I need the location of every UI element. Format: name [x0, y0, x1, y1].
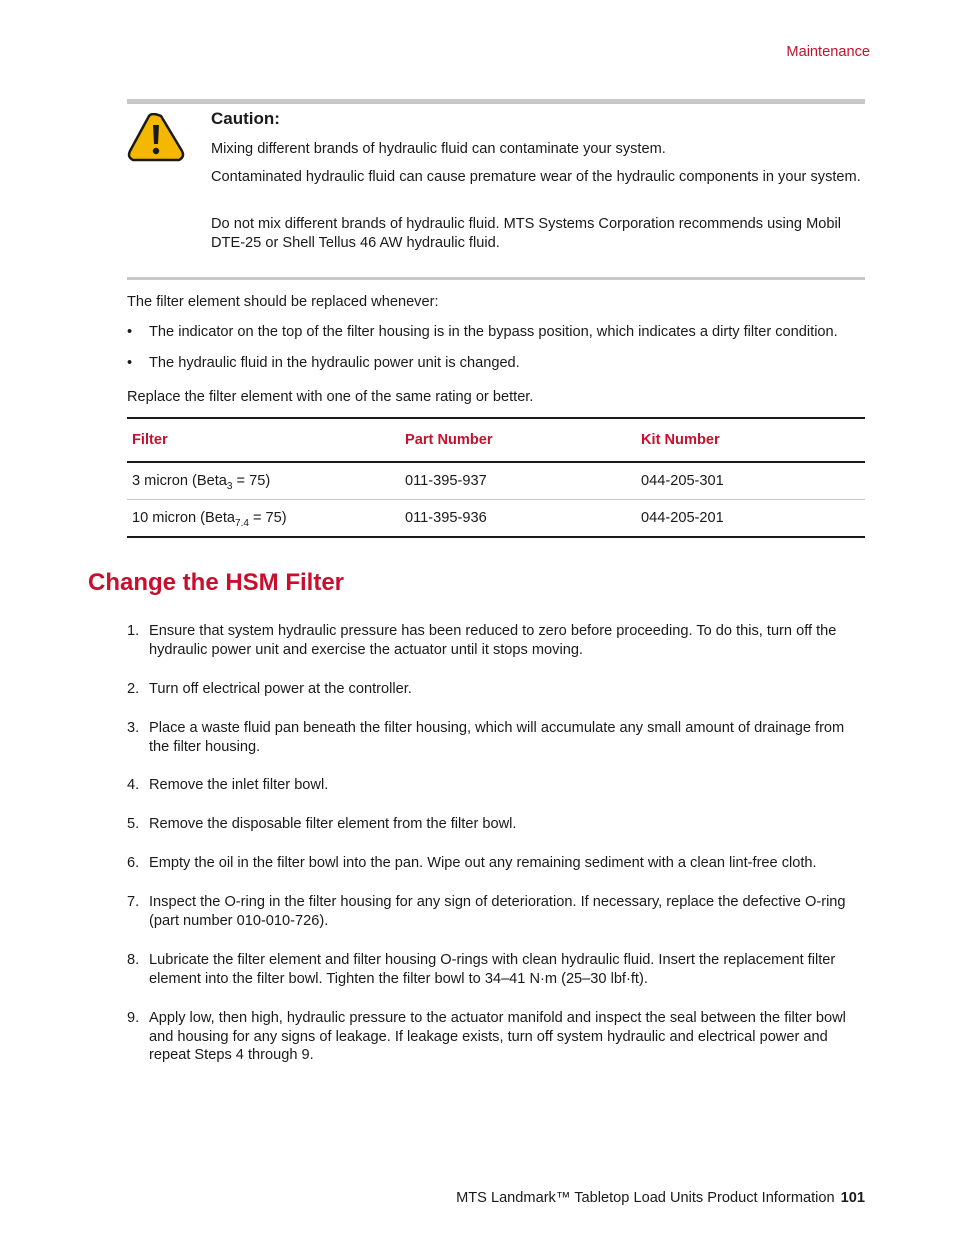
- step-number: 4.: [127, 777, 140, 793]
- replace-note: Replace the filter element with one of the same rating or better.: [127, 389, 534, 405]
- header-section-title: Maintenance: [786, 44, 870, 60]
- footer-document-title: MTS Landmark™ Tabletop Load Units Product Information: [456, 1190, 835, 1206]
- table-header-row: [127, 418, 865, 462]
- part-number-cell: 011-395-937: [400, 462, 636, 500]
- step-number: 6.: [127, 855, 140, 871]
- step-number: 5.: [127, 816, 140, 832]
- step-text: Remove the inlet filter bowl.: [149, 777, 329, 793]
- bullet-text: The indicator on the top of the filter housing is in the bypass position, which indicates a dirty filter condition.: [149, 324, 838, 340]
- step-number: 1.: [127, 623, 140, 639]
- section-heading: Change the HSM Filter: [88, 569, 345, 596]
- bullet-marker: •: [127, 355, 133, 371]
- caution-paragraph: Mixing different brands of hydraulic fluid can contaminate your system.: [211, 141, 666, 157]
- caution-paragraph: Contaminated hydraulic fluid can cause premature wear of the hydraulic components in your system.: [211, 169, 861, 185]
- step-text: Turn off electrical power at the controller.: [149, 681, 412, 697]
- step-text: Inspect the O-ring in the filter housing for any sign of deterioration. If necessary, replace the defective O-ring (part number 010-010-726).: [149, 894, 846, 929]
- table-row: [127, 462, 865, 500]
- column-header-kit-number: Kit Number: [636, 418, 865, 462]
- page-number: 101: [840, 1190, 865, 1206]
- page-footer: [456, 1189, 865, 1208]
- caution-top-rule: [127, 99, 865, 104]
- step-number: 8.: [127, 952, 140, 968]
- step-number: 3.: [127, 720, 140, 736]
- kit-number-cell: 044-205-301: [636, 462, 865, 500]
- bullet-text: The hydraulic fluid in the hydraulic power unit is changed.: [149, 355, 520, 371]
- step-number: 7.: [127, 894, 140, 910]
- part-number-cell: 011-395-936: [400, 500, 636, 538]
- caution-paragraph: Do not mix different brands of hydraulic fluid. MTS Systems Corporation recommends using Mobil DTE-25 or Shell Tellus 46 AW hydraulic fluid.: [211, 216, 841, 251]
- step-number: 9.: [127, 1010, 140, 1026]
- step-text: Remove the disposable filter element from the filter bowl.: [149, 816, 517, 832]
- table-row: [127, 500, 865, 538]
- column-header-filter: Filter: [127, 418, 400, 462]
- step-text: Place a waste fluid pan beneath the filter housing, which will accumulate any small amount of drainage from the filter housing.: [149, 720, 845, 755]
- intro-text: The filter element should be replaced whenever:: [127, 294, 439, 310]
- caution-title: Caution:: [211, 109, 280, 128]
- bullet-marker: •: [127, 324, 133, 340]
- caution-bottom-rule: [127, 277, 865, 280]
- step-text: Ensure that system hydraulic pressure has been reduced to zero before proceeding. To do this, turn off the hydraulic power unit and exercise the actuator until it stops moving.: [149, 623, 837, 658]
- filter-table: [127, 417, 865, 538]
- filter-cell: 3 micron (Beta$_3$ = 75): [127, 462, 400, 500]
- step-text: Lubricate the filter element and filter housing O-rings with clean hydraulic fluid. Insert the replacement filter element into the filter bowl. Tighten the filter bowl to 34–41 N·m (25–30 lbf·ft).: [149, 952, 836, 987]
- filter-cell: 10 micron (Beta$_{7.4}$ = 75): [127, 500, 400, 538]
- kit-number-cell: 044-205-201: [636, 500, 865, 538]
- step-number: 2.: [127, 681, 140, 697]
- step-text: Apply low, then high, hydraulic pressure to the actuator manifold and inspect the seal between the filter bowl and housing for any signs of leakage. If leakage exists, turn off system hydraulic and electrical power and repeat Steps 4 through 9.: [149, 1010, 846, 1064]
- step-text: Empty the oil in the filter bowl into the pan. Wipe out any remaining sediment with a clean lint-free cloth.: [149, 855, 817, 871]
- column-header-part-number: Part Number: [400, 418, 636, 462]
- warning-exclamation-icon: [127, 113, 185, 163]
